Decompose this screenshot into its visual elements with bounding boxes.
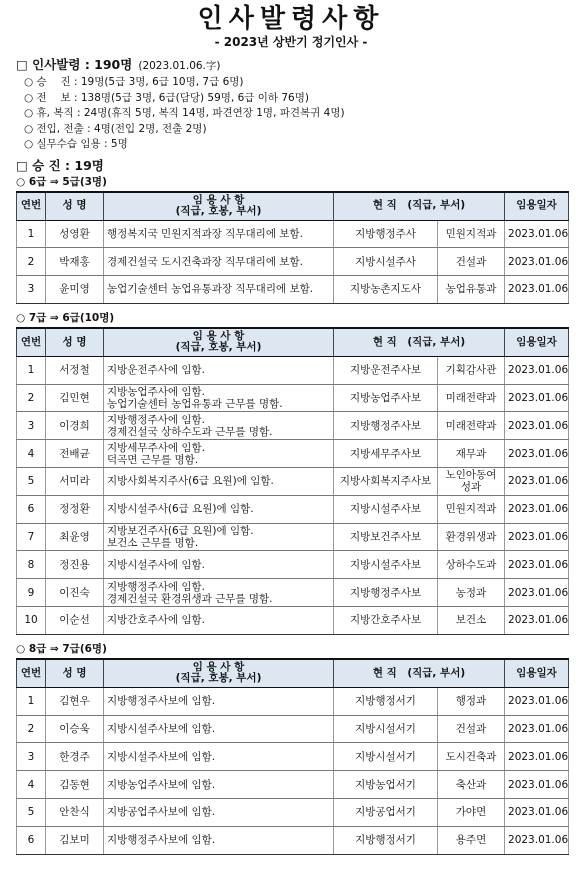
- cell-name: 서미라: [46, 468, 104, 496]
- cell-current-dept: 가야면: [438, 799, 505, 827]
- cell-current-dept: 상하수도과: [438, 551, 505, 579]
- cell-date: 2023.01.06: [505, 248, 569, 276]
- cell-no: 3: [17, 412, 46, 440]
- cell-current-rank: 지방시설서기: [334, 715, 438, 743]
- cell-date: 2023.01.06: [505, 523, 569, 551]
- cell-current-rank: 지방농업서기: [334, 771, 438, 799]
- col-task-header-line1: 임 용 사 항: [192, 193, 245, 206]
- cell-task: 지방시설주사보에 임함.: [104, 743, 334, 771]
- col-current-header: 현 직 (직급, 부서): [334, 192, 505, 221]
- cell-current-rank: 지방시설주사: [334, 248, 438, 276]
- cell-current-dept: 용주면: [438, 826, 505, 854]
- cell-current-rank: 지방세무주사보: [334, 440, 438, 468]
- cell-name: 전배균: [46, 440, 104, 468]
- cell-task: 농업기술센터 농업유통과장 직무대리에 보함.: [104, 276, 334, 304]
- cell-task: 지방간호주사에 임함.: [104, 607, 334, 635]
- table-row: [17, 220, 569, 248]
- cell-name: 이순선: [46, 607, 104, 635]
- cell-current-dept: 노인아동여성과: [438, 468, 505, 496]
- cell-task: 지방공업주사보에 임함.: [104, 799, 334, 827]
- cell-task: 지방보건주사(6급 요원)에 임함. 보건소 근무를 명함.: [104, 523, 334, 551]
- cell-current-dept: 건설과: [438, 715, 505, 743]
- summary-heading: [16, 56, 566, 75]
- cell-current-rank: 지방행정서기: [334, 687, 438, 715]
- cell-task: 지방행정주사보에 임함.: [104, 687, 334, 715]
- cell-current-dept: 농정과: [438, 579, 505, 607]
- cell-date: 2023.01.06: [505, 607, 569, 635]
- col-name-header: 성 명: [46, 192, 104, 221]
- cell-name: 한경주: [46, 743, 104, 771]
- cell-date: 2023.01.06: [505, 715, 569, 743]
- table-row: [17, 356, 569, 384]
- cell-name: 김민현: [46, 384, 104, 412]
- cell-no: 3: [17, 276, 46, 304]
- table-row: [17, 468, 569, 496]
- cell-no: 2: [17, 248, 46, 276]
- cell-date: 2023.01.06: [505, 384, 569, 412]
- cell-date: 2023.01.06: [505, 799, 569, 827]
- col-name-header: 성 명: [46, 659, 104, 688]
- cell-no: 10: [17, 607, 46, 635]
- col-date-header: 임용일자: [505, 192, 569, 221]
- cell-no: 1: [17, 220, 46, 248]
- cell-name: 김보미: [46, 826, 104, 854]
- cell-no: 7: [17, 523, 46, 551]
- table-row: [17, 826, 569, 854]
- cell-name: 이승욱: [46, 715, 104, 743]
- cell-name: 박재홍: [46, 248, 104, 276]
- cell-current-rank: 지방시설주사보: [334, 495, 438, 523]
- cell-no: 1: [17, 687, 46, 715]
- cell-current-dept: 재무과: [438, 440, 505, 468]
- table-row: [17, 384, 569, 412]
- cell-current-rank: 지방간호주사보: [334, 607, 438, 635]
- table-row: [17, 771, 569, 799]
- cell-name: 안찬식: [46, 799, 104, 827]
- promotion-table: [16, 327, 569, 635]
- cell-task: 지방시설주사보에 임함.: [104, 715, 334, 743]
- table-row: [17, 412, 569, 440]
- cell-current-dept: 미래전략과: [438, 384, 505, 412]
- cell-no: 4: [17, 771, 46, 799]
- table-row: [17, 440, 569, 468]
- cell-date: 2023.01.06: [505, 579, 569, 607]
- cell-no: 1: [17, 356, 46, 384]
- cell-current-rank: 지방시설서기: [334, 743, 438, 771]
- cell-task: 지방행정주사에 임함. 경제건설국 상하수도과 근무를 명함.: [104, 412, 334, 440]
- cell-date: 2023.01.06: [505, 276, 569, 304]
- cell-current-dept: 보건소: [438, 607, 505, 635]
- cell-current-rank: 지방운전주사보: [334, 356, 438, 384]
- cell-date: 2023.01.06: [505, 495, 569, 523]
- table-header-row: [17, 192, 569, 221]
- cell-task: 경제건설국 도시건축과장 직무대리에 보함.: [104, 248, 334, 276]
- col-date-header: 임용일자: [505, 328, 569, 357]
- cell-no: 5: [17, 468, 46, 496]
- cell-task: 지방사회복지주사(6급 요원)에 임함.: [104, 468, 334, 496]
- summary-date: (2023.01.06.字): [138, 60, 221, 72]
- cell-current-dept: 미래전략과: [438, 412, 505, 440]
- summary-item: ○ 실무수습 임용 : 5명: [24, 138, 128, 150]
- cell-no: 6: [17, 495, 46, 523]
- promotion-groups: [16, 175, 569, 855]
- cell-name: 김동현: [46, 771, 104, 799]
- col-task-header-line2: (직급, 호봉, 부서): [175, 341, 262, 354]
- cell-task: 지방시설주사에 임함.: [104, 551, 334, 579]
- cell-date: 2023.01.06: [505, 551, 569, 579]
- cell-current-dept: 행정과: [438, 687, 505, 715]
- cell-date: 2023.01.06: [505, 356, 569, 384]
- cell-no: 2: [17, 715, 46, 743]
- cell-current-rank: 지방행정주사: [334, 220, 438, 248]
- cell-no: 5: [17, 799, 46, 827]
- table-row: [17, 715, 569, 743]
- promotion-table: [16, 658, 569, 855]
- summary-item: ○ 휴, 복직 : 24명(휴직 5명, 복직 14명, 파견연장 1명, 파견복귀 4명): [24, 107, 345, 119]
- cell-date: 2023.01.06: [505, 687, 569, 715]
- cell-name: 이진숙: [46, 579, 104, 607]
- cell-task: 지방농업주사보에 임함.: [104, 771, 334, 799]
- cell-task: 지방행정주사보에 임함.: [104, 826, 334, 854]
- col-task-header: [104, 328, 334, 357]
- table-row: [17, 607, 569, 635]
- table-header-row: [17, 659, 569, 688]
- cell-date: 2023.01.06: [505, 743, 569, 771]
- table-header-row: [17, 328, 569, 357]
- col-no-header: 연번: [17, 328, 46, 357]
- cell-name: 성영환: [46, 220, 104, 248]
- cell-no: 4: [17, 440, 46, 468]
- group-spacer: [16, 306, 566, 310]
- table-row: [17, 276, 569, 304]
- cell-name: 정정환: [46, 495, 104, 523]
- cell-name: 김현우: [46, 687, 104, 715]
- cell-name: 이경희: [46, 412, 104, 440]
- cell-no: 3: [17, 743, 46, 771]
- col-task-header-line1: 임 용 사 항: [192, 660, 245, 673]
- cell-current-dept: 건설과: [438, 248, 505, 276]
- col-task-header: [104, 192, 334, 221]
- cell-date: 2023.01.06: [505, 412, 569, 440]
- cell-current-rank: 지방행정주사보: [334, 412, 438, 440]
- col-task-header: [104, 659, 334, 688]
- col-no-header: 연번: [17, 192, 46, 221]
- table-row: [17, 523, 569, 551]
- promotion-table: [16, 191, 569, 304]
- table-row: [17, 687, 569, 715]
- cell-task: 지방운전주사에 임함.: [104, 356, 334, 384]
- table-row: [17, 799, 569, 827]
- cell-no: 9: [17, 579, 46, 607]
- cell-name: 서정철: [46, 356, 104, 384]
- cell-no: 2: [17, 384, 46, 412]
- promotion-heading: □ 승 진 : 19명: [16, 157, 104, 173]
- cell-current-dept: 도시건축과: [438, 743, 505, 771]
- cell-task: 지방농업주사에 임함. 농업기술센터 농업유통과 근무를 명함.: [104, 384, 334, 412]
- cell-current-rank: 지방시설주사보: [334, 551, 438, 579]
- cell-task: 행정복지국 민원지적과장 직무대리에 보함.: [104, 220, 334, 248]
- table-row: [17, 551, 569, 579]
- table-row: [17, 579, 569, 607]
- cell-name: 최윤영: [46, 523, 104, 551]
- cell-date: 2023.01.06: [505, 220, 569, 248]
- cell-current-rank: 지방보건주사보: [334, 523, 438, 551]
- summary-list: [16, 75, 566, 153]
- group-label: ○ 8급 ⇒ 7급(6명): [16, 642, 107, 655]
- cell-date: 2023.01.06: [505, 826, 569, 854]
- col-task-header-line2: (직급, 호봉, 부서): [175, 672, 262, 685]
- cell-current-dept: 축산과: [438, 771, 505, 799]
- summary-item: ○ 전입, 전출 : 4명(전입 2명, 전출 2명): [24, 122, 207, 135]
- col-name-header: 성 명: [46, 328, 104, 357]
- summary-item: ○ 승 진 : 19명(5급 3명, 6급 10명, 7급 6명): [24, 76, 244, 88]
- cell-current-dept: 민원지적과: [438, 220, 505, 248]
- col-task-header-line1: 임 용 사 항: [192, 329, 245, 342]
- group-label: ○ 7급 ⇒ 6급(10명): [16, 311, 115, 324]
- col-date-header: 임용일자: [505, 659, 569, 688]
- cell-current-dept: 환경위생과: [438, 523, 505, 551]
- cell-date: 2023.01.06: [505, 771, 569, 799]
- cell-current-rank: 지방행정주사보: [334, 579, 438, 607]
- cell-current-rank: 지방공업서기: [334, 799, 438, 827]
- cell-current-dept: 농업유통과: [438, 276, 505, 304]
- cell-task: 지방행정주사에 임함. 경제건설국 환경위생과 근무를 명함.: [104, 579, 334, 607]
- col-current-header: 현 직 (직급, 부서): [334, 659, 505, 688]
- table-row: [17, 495, 569, 523]
- cell-no: 6: [17, 826, 46, 854]
- cell-name: 윤미영: [46, 276, 104, 304]
- summary-item: ○ 전 보 : 138명(5급 3명, 6급(담당) 59명, 6급 이하 76명): [24, 91, 309, 104]
- document-title: 인사발령사항: [197, 4, 385, 34]
- document-subtitle: - 2023년 상반기 정기인사 -: [214, 35, 368, 49]
- col-current-header: 현 직 (직급, 부서): [334, 328, 505, 357]
- cell-date: 2023.01.06: [505, 440, 569, 468]
- summary-heading-text: □ 인사발령 : 190명: [16, 57, 133, 72]
- cell-current-rank: 지방행정서기: [334, 826, 438, 854]
- group-label: ○ 6급 ⇒ 5급(3명): [16, 175, 107, 188]
- cell-task: 지방세무주사에 임함. 덕곡면 근무를 명함.: [104, 440, 334, 468]
- cell-current-dept: 기획감사관: [438, 356, 505, 384]
- col-task-header-line2: (직급, 호봉, 부서): [175, 205, 262, 217]
- cell-date: 2023.01.06: [505, 468, 569, 496]
- cell-current-rank: 지방농촌지도사: [334, 276, 438, 304]
- table-row: [17, 248, 569, 276]
- table-row: [17, 743, 569, 771]
- cell-task: 지방시설주사(6급 요원)에 임함.: [104, 495, 334, 523]
- cell-current-dept: 민원지적과: [438, 495, 505, 523]
- cell-current-rank: 지방사회복지주사보: [334, 468, 438, 496]
- cell-name: 정진용: [46, 551, 104, 579]
- col-no-header: 연번: [17, 659, 46, 688]
- group-spacer: [16, 637, 566, 641]
- cell-current-rank: 지방농업주사보: [334, 384, 438, 412]
- cell-no: 8: [17, 551, 46, 579]
